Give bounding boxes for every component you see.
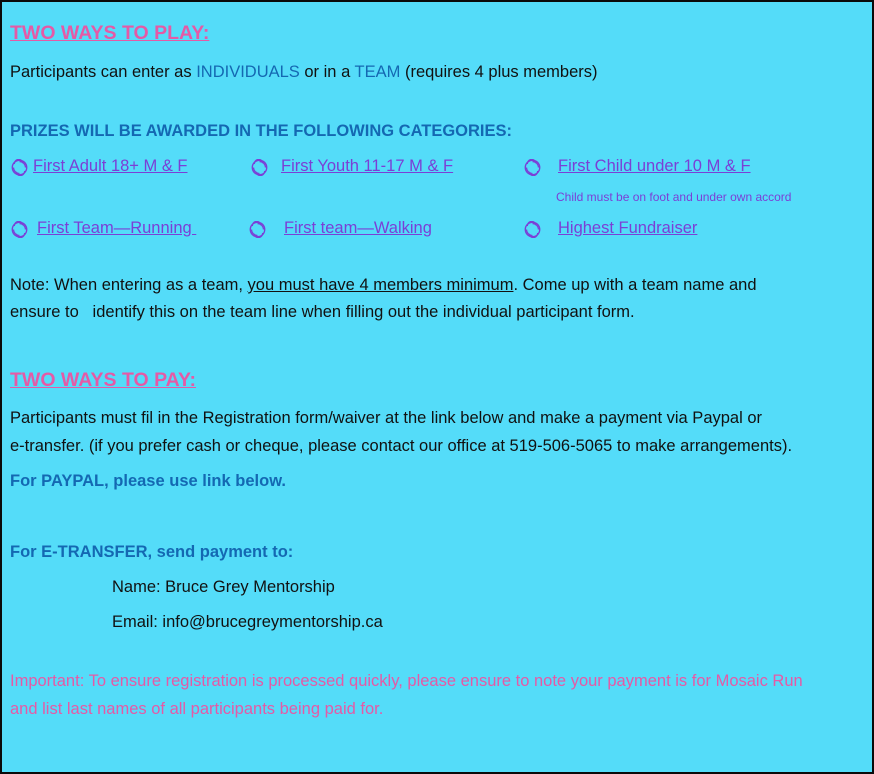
- team-note-line-2: ensure to identify this on the team line when filling out the individual participant form.: [10, 303, 635, 321]
- etransfer-email: Email: info@brucegreymentorship.ca: [112, 613, 383, 631]
- prize-highest-fundraiser[interactable]: Highest Fundraiser: [558, 219, 698, 237]
- play-intro: [10, 63, 598, 82]
- intro-text: Participants can enter as: [10, 63, 197, 81]
- etransfer-name: Name: Bruce Grey Mentorship: [112, 578, 335, 596]
- pay-instructions-line-2: e-transfer. (if you prefer cash or cheque, please contact our office at 519-506-5065 to make arrangements).: [10, 437, 793, 455]
- swirl-icon: [249, 221, 266, 238]
- prize-first-team-running[interactable]: First Team—Running: [37, 219, 197, 237]
- pay-instructions-line-1: Participants must fil in the Registration form/waiver at the link below and make a payment via Paypal or: [10, 409, 763, 427]
- prize-first-child[interactable]: First Child under 10 M & F: [558, 157, 751, 175]
- child-note: Child must be on foot and under own accord: [556, 190, 792, 204]
- etransfer-heading: For E-TRANSFER, send payment to:: [10, 543, 294, 561]
- note-text: Note: When entering as a team,: [10, 276, 248, 294]
- note-text: . Come up with a team name and: [513, 276, 757, 294]
- prize-first-team-walking[interactable]: First team—Walking: [284, 219, 432, 237]
- swirl-icon: [524, 159, 541, 176]
- intro-text: or in a: [299, 63, 355, 81]
- swirl-icon: [11, 159, 28, 176]
- paypal-instructions: For PAYPAL, please use link below.: [10, 472, 286, 490]
- important-note-line-1: Important: To ensure registration is processed quickly, please ensure to note your payment is for Mosaic Run: [10, 672, 803, 690]
- prize-first-adult[interactable]: First Adult 18+ M & F: [33, 157, 188, 175]
- swirl-icon: [524, 221, 541, 238]
- play-heading: TWO WAYS TO PLAY:: [10, 22, 210, 44]
- intro-text: (requires 4 plus members): [400, 63, 598, 81]
- team-note-line-1: [10, 276, 757, 295]
- prize-first-youth[interactable]: First Youth 11-17 M & F: [281, 157, 454, 175]
- swirl-icon: [251, 159, 268, 176]
- important-note-line-2: and list last names of all participants being paid for.: [10, 700, 384, 718]
- team-label: TEAM: [354, 63, 401, 81]
- pay-heading: TWO WAYS TO PAY:: [10, 369, 197, 391]
- note-emphasis: you must have 4 members minimum: [247, 276, 514, 294]
- swirl-icon: [11, 221, 28, 238]
- individuals-label: INDIVIDUALS: [196, 63, 300, 81]
- prizes-heading: PRIZES WILL BE AWARDED IN THE FOLLOWING CATEGORIES:: [10, 122, 513, 140]
